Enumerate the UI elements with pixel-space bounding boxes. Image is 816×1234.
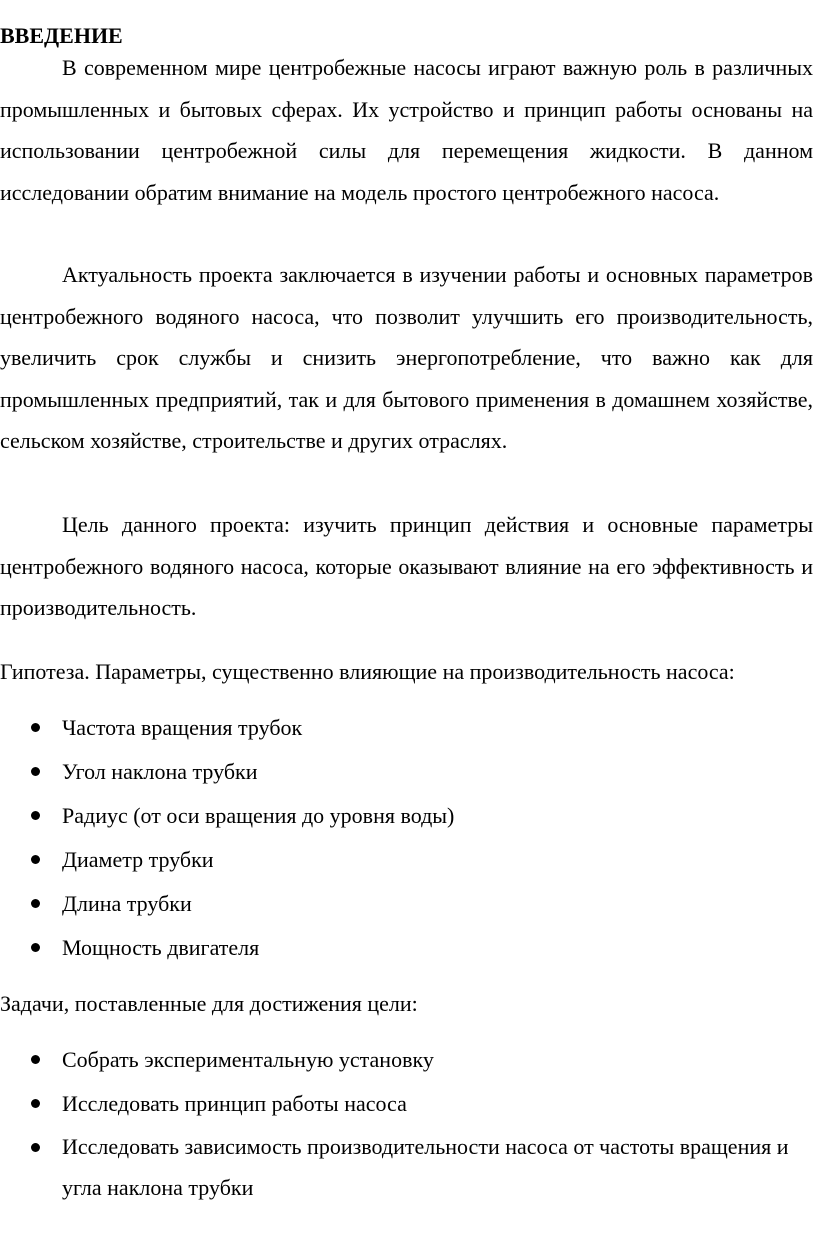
list-item: [0, 1082, 816, 1126]
parameters-list: [0, 706, 816, 970]
list-item: [0, 750, 816, 794]
list-item-text: Мощность двигателя: [62, 935, 260, 960]
tasks-intro-text: Задачи, поставленные для достижения цели:: [0, 991, 418, 1016]
paragraph-intro: В современном мире центробежные насосы играют важную роль в различных промышленных и бытовых сферах. Их устройство и принцип работы основаны на использовании центробежной силы для перемещения жидкости. В данном исследовании обратим внимание на модель простого центробежного насоса.: [0, 55, 813, 205]
list-item: [0, 838, 816, 882]
list-item-text: Частота вращения трубок: [62, 715, 303, 740]
list-item: [0, 926, 816, 970]
bullet-icon: [31, 723, 40, 732]
list-item: [0, 882, 816, 926]
bullet-icon: [31, 811, 40, 820]
paragraph-relevance: Актуальность проекта заключается в изучении работы и основных параметров центробежного водяного насоса, что позволит улучшить его производительность, увеличить срок службы и снизить энергопотребление, что важно как для промышленных предприятий, так и для бытового применения в домашнем хозяйстве, сельском хозяйстве, строительстве и других отраслях.: [0, 262, 813, 453]
list-item: [0, 706, 816, 750]
bullet-icon: [31, 1055, 40, 1064]
bullet-icon: [31, 943, 40, 952]
list-item: [0, 1038, 816, 1082]
section-heading: ВВЕДЕНИЕ: [0, 23, 123, 48]
list-item-text: Длина трубки: [62, 891, 192, 916]
list-item-text: Угол наклона трубки: [62, 759, 258, 784]
list-item-text: Радиус (от оси вращения до уровня воды): [62, 803, 455, 828]
bullet-icon: [31, 1099, 40, 1108]
list-item: [0, 1126, 816, 1208]
bullet-icon: [31, 855, 40, 864]
list-item: [0, 794, 816, 838]
bullet-icon: [31, 1143, 40, 1152]
list-item-text: Диаметр трубки: [62, 847, 214, 872]
tasks-list: [0, 1038, 816, 1208]
list-item-text: Исследовать принцип работы насоса: [62, 1091, 407, 1116]
bullet-icon: [31, 899, 40, 908]
hypothesis-text: Гипотеза. Параметры, существенно влияющие на производительность насоса:: [0, 659, 735, 684]
list-item-text: Исследовать зависимость производительности насоса от частоты вращения и угла наклона трубки: [62, 1134, 789, 1200]
list-item-text: Собрать экспериментальную установку: [62, 1047, 434, 1072]
bullet-icon: [31, 767, 40, 776]
paragraph-goal: Цель данного проекта: изучить принцип действия и основные параметры центробежного водяного насоса, которые оказывают влияние на его эффективность и производительность.: [0, 512, 813, 620]
